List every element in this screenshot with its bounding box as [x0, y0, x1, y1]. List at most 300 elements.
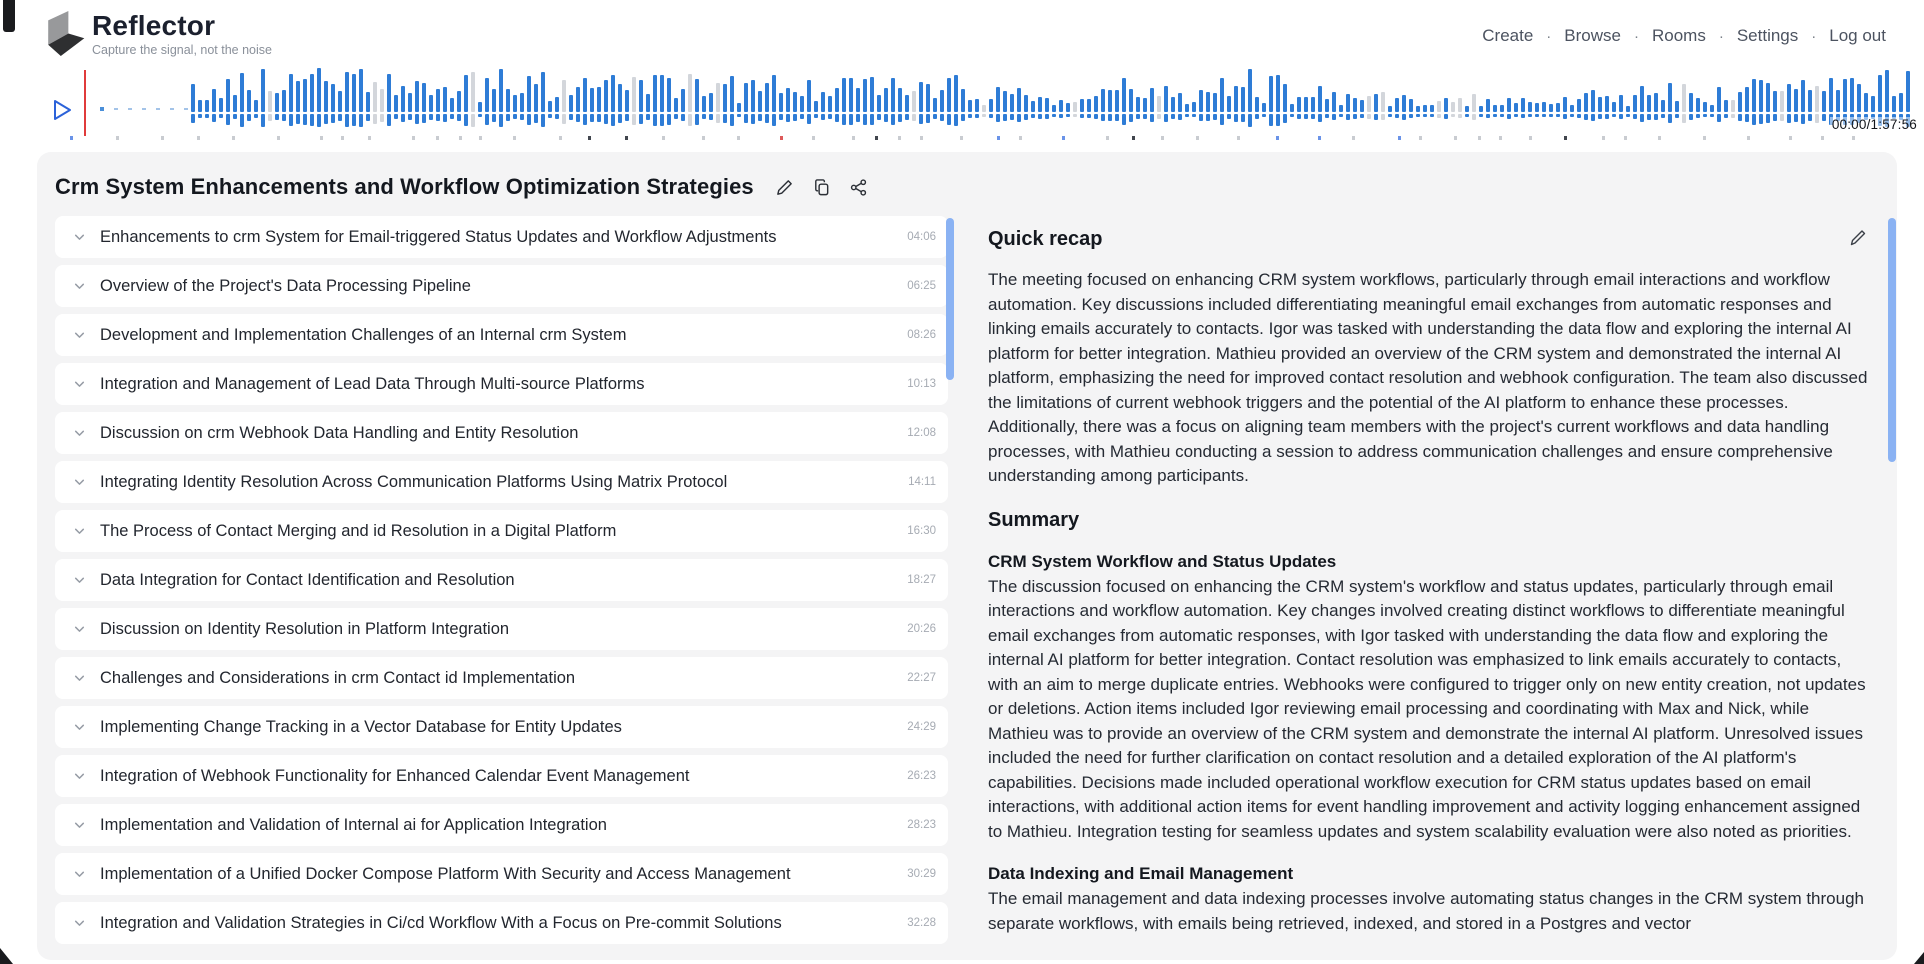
wave-bar [1486, 66, 1490, 136]
wave-bar [1059, 66, 1063, 136]
wave-bar [1164, 66, 1168, 136]
app-logo[interactable] [44, 10, 86, 57]
wave-bar [674, 66, 678, 136]
marker-tick [588, 136, 591, 140]
nav-separator: · [1546, 27, 1552, 45]
wave-bar [1143, 66, 1147, 136]
wave-bar [1171, 66, 1175, 136]
wave-bar [268, 66, 272, 136]
wave-bar [1479, 66, 1483, 136]
wave-bar [471, 66, 475, 136]
marker-tick [368, 136, 371, 140]
topic-timestamp: 06:25 [907, 280, 936, 292]
marker-tick [70, 136, 73, 140]
wave-bar [856, 66, 860, 136]
wave-bar [359, 66, 363, 136]
wave-bar [282, 66, 286, 136]
chevron-down-icon[interactable] [73, 574, 86, 587]
wave-bar [247, 66, 251, 136]
wave-bar [1444, 66, 1448, 136]
chevron-down-icon[interactable] [73, 525, 86, 538]
wave-bar [1633, 66, 1637, 136]
topic-row[interactable] [55, 363, 948, 405]
playhead-cursor[interactable] [84, 70, 86, 136]
wave-bar [1675, 66, 1679, 136]
summary-section-heading: Data Indexing and Email Management [988, 864, 1294, 883]
wave-bar [422, 66, 426, 136]
wave-bar [1017, 66, 1021, 136]
wave-bar [1605, 66, 1609, 136]
share-title-button[interactable] [848, 176, 870, 198]
marker-tick [1161, 136, 1164, 140]
topic-title: Data Integration for Contact Identification and Resolution [100, 570, 515, 589]
wave-bar [527, 66, 531, 136]
topic-title: Integration and Management of Lead Data Through Multi-source Platforms [100, 374, 645, 393]
wave-bar [1122, 66, 1126, 136]
wave-bar [800, 66, 804, 136]
top-nav [1482, 26, 1886, 46]
wave-bar [569, 66, 573, 136]
wave-bar [1339, 66, 1343, 136]
wave-bar [849, 66, 853, 136]
topics-list [55, 216, 948, 951]
topic-timestamp: 30:29 [907, 868, 936, 880]
wave-bar [1423, 66, 1427, 136]
wave-bar [1101, 66, 1105, 136]
wave-bar [1591, 66, 1595, 136]
wave-bar [639, 66, 643, 136]
wave-bar [373, 66, 377, 136]
wave-bar [366, 66, 370, 136]
nav-create[interactable]: Create [1482, 26, 1534, 45]
wave-bar [1626, 66, 1630, 136]
topic-timestamp: 32:28 [907, 917, 936, 929]
wave-bar [1682, 66, 1686, 136]
wave-bar [1458, 66, 1462, 136]
chevron-down-icon[interactable] [73, 721, 86, 734]
waveform[interactable] [100, 66, 1914, 136]
topic-row[interactable] [55, 755, 948, 797]
wave-bar [779, 66, 783, 136]
topic-timestamp: 24:29 [907, 721, 936, 733]
topic-row[interactable] [55, 657, 948, 699]
marker-tick [702, 136, 705, 140]
wave-bar [1262, 66, 1266, 136]
topic-title: Integration of Webhook Functionality for Enhanced Calendar Event Management [100, 766, 690, 785]
nav-browse[interactable]: Browse [1564, 26, 1621, 45]
wave-bar [702, 66, 706, 136]
wave-bar [296, 66, 300, 136]
wave-bar [520, 66, 524, 136]
wave-bar [1136, 66, 1140, 136]
wave-bar [660, 66, 664, 136]
wave-bar [394, 66, 398, 136]
nav-settings[interactable]: Settings [1736, 26, 1799, 45]
wave-bar [387, 66, 391, 136]
marker-tick [1196, 136, 1199, 140]
wave-bar [1612, 66, 1616, 136]
wave-bar [576, 66, 580, 136]
wave-bar [597, 66, 601, 136]
topic-row[interactable] [55, 559, 948, 601]
wave-bar [1528, 66, 1532, 136]
nav-separator: · [1718, 27, 1724, 45]
wave-bar [1206, 66, 1210, 136]
wave-bar [1353, 66, 1357, 136]
marker-tick [662, 136, 665, 140]
wave-bar [142, 66, 146, 136]
topic-title: Enhancements to crm System for Email-triggered Status Updates and Workflow Adjustments [100, 227, 777, 246]
topic-row[interactable] [55, 412, 948, 454]
wave-bar [1437, 66, 1441, 136]
wave-bar [870, 66, 874, 136]
pencil-icon [775, 178, 794, 197]
marker-tick [436, 136, 439, 140]
wave-bar [793, 66, 797, 136]
topic-row[interactable] [55, 608, 948, 650]
marker-tick [341, 136, 344, 140]
wave-bar [478, 66, 482, 136]
chevron-down-icon[interactable] [73, 623, 86, 636]
chevron-down-icon[interactable] [73, 476, 86, 489]
nav-separator: · [1811, 27, 1817, 45]
wave-bar [1710, 66, 1714, 136]
marker-tick [1602, 136, 1605, 140]
wave-bar [1472, 66, 1476, 136]
wave-bar [1815, 66, 1819, 136]
marker-tick [898, 136, 901, 140]
wave-bar [681, 66, 685, 136]
wave-bar [1465, 66, 1469, 136]
marker-tick [161, 136, 164, 140]
brand-tagline: Capture the signal, not the noise [92, 43, 272, 57]
summary-sections [988, 552, 1872, 937]
wave-bar [156, 66, 160, 136]
wave-bar [1374, 66, 1378, 136]
marker-tick [1237, 136, 1240, 140]
wave-bar [1220, 66, 1224, 136]
wave-bar [1409, 66, 1413, 136]
wave-bar [982, 66, 986, 136]
wave-bar [352, 66, 356, 136]
topic-timestamp: 10:13 [907, 378, 936, 390]
wave-bar [814, 66, 818, 136]
wave-bar [1661, 66, 1665, 136]
wave-bar [492, 66, 496, 136]
wave-bar [772, 66, 776, 136]
wave-bar [135, 66, 139, 136]
wave-bar [667, 66, 671, 136]
wave-bar [1150, 66, 1154, 136]
topics-scrollbar[interactable] [946, 218, 954, 380]
marker-tick [1658, 136, 1661, 140]
wave-bar [205, 66, 209, 136]
wave-bar [1787, 66, 1791, 136]
wave-bar [765, 66, 769, 136]
topic-title: Implementation and Validation of Internal ai for Application Integration [100, 815, 607, 834]
marker-tick [780, 136, 783, 140]
wave-bar [954, 66, 958, 136]
page-title: Crm System Enhancements and Workflow Optimization Strategies [55, 174, 754, 199]
wave-bar [1598, 66, 1602, 136]
wave-bar [1759, 66, 1763, 136]
topic-title: Discussion on Identity Resolution in Platform Integration [100, 619, 510, 638]
wave-bar [653, 66, 657, 136]
summary-section [988, 864, 1872, 936]
marker-tick [1852, 136, 1855, 140]
wave-bar [646, 66, 650, 136]
wave-bar [163, 66, 167, 136]
topic-timestamp: 20:26 [907, 623, 936, 635]
chevron-down-icon[interactable] [73, 329, 86, 342]
wave-bar [975, 66, 979, 136]
topic-row[interactable] [55, 461, 948, 503]
topic-timestamp: 18:27 [907, 574, 936, 586]
nav-rooms[interactable]: Rooms [1651, 26, 1706, 45]
wave-bar [317, 66, 321, 136]
topic-timestamp: 04:06 [907, 231, 936, 243]
wave-bar [590, 66, 594, 136]
topic-timestamp: 22:27 [907, 672, 936, 684]
wave-bar [177, 66, 181, 136]
wave-bar [1619, 66, 1623, 136]
edit-title-button[interactable] [774, 176, 796, 198]
wave-bar [1738, 66, 1742, 136]
topic-timestamp: 28:23 [907, 819, 936, 831]
marker-tick [1352, 136, 1355, 140]
wave-bar [1570, 66, 1574, 136]
wave-bar [688, 66, 692, 136]
marker-tick [737, 136, 740, 140]
summary-section-heading: CRM System Workflow and Status Updates [988, 551, 1337, 571]
topic-row[interactable] [55, 510, 948, 552]
wave-bar [1276, 66, 1280, 136]
chevron-down-icon[interactable] [73, 280, 86, 293]
wave-bar [485, 66, 489, 136]
topic-row[interactable] [55, 804, 948, 846]
chevron-down-icon[interactable] [73, 917, 86, 930]
wave-bar [415, 66, 419, 136]
wave-bar [240, 66, 244, 136]
wave-bar [1521, 66, 1525, 136]
summary-section [988, 552, 1872, 845]
nav-separator: · [1633, 27, 1639, 45]
topic-timestamp: 26:23 [907, 770, 936, 782]
marker-tick [479, 136, 482, 140]
marker-tick [1419, 136, 1422, 140]
wave-bar [408, 66, 412, 136]
wave-bar [1010, 66, 1014, 136]
topic-timestamp: 14:11 [908, 476, 936, 488]
brand-name: Reflector [92, 10, 216, 41]
wave-bar [429, 66, 433, 136]
wave-bar [926, 66, 930, 136]
wave-bar [1731, 66, 1735, 136]
wave-bar [1395, 66, 1399, 136]
marker-tick [960, 136, 963, 140]
wave-bar [1367, 66, 1371, 136]
wave-bar [884, 66, 888, 136]
title-actions [774, 176, 885, 198]
chevron-down-icon[interactable] [73, 868, 86, 881]
wave-bar [1094, 66, 1098, 136]
summary-panel [988, 228, 1872, 956]
wave-bar [436, 66, 440, 136]
wave-bar [877, 66, 881, 136]
edit-summary-button[interactable] [1848, 228, 1868, 248]
wave-bar [562, 66, 566, 136]
wave-bar [1493, 66, 1497, 136]
wave-bar [744, 66, 748, 136]
topic-timestamp: 08:26 [907, 329, 936, 341]
marker-tick [1703, 136, 1706, 140]
marker-tick [1789, 136, 1792, 140]
wave-bar [1500, 66, 1504, 136]
wave-bar [1283, 66, 1287, 136]
screen-artifact [3, 0, 15, 32]
copy-title-button[interactable] [811, 176, 833, 198]
wave-bar [1577, 66, 1581, 136]
wave-bar [1269, 66, 1273, 136]
topic-timestamp: 16:30 [907, 525, 936, 537]
wave-bar [1703, 66, 1707, 136]
wave-bar [947, 66, 951, 136]
wave-bar [1115, 66, 1119, 136]
wave-bar [835, 66, 839, 136]
wave-bar [583, 66, 587, 136]
wave-bar [1052, 66, 1056, 136]
wave-bar [114, 66, 118, 136]
marker-tick [1276, 136, 1279, 140]
topic-row[interactable] [55, 265, 948, 307]
marker-tick [320, 136, 323, 140]
title-row [55, 174, 885, 200]
wave-bar [303, 66, 307, 136]
chevron-down-icon[interactable] [73, 819, 86, 832]
play-button[interactable] [50, 97, 74, 123]
wave-bar [121, 66, 125, 136]
wave-bar [1535, 66, 1539, 136]
wave-bar [618, 66, 622, 136]
wave-bar [1199, 66, 1203, 136]
wave-bar [1297, 66, 1301, 136]
wave-bar [919, 66, 923, 136]
wave-bar [1241, 66, 1245, 136]
wave-bar [1003, 66, 1007, 136]
wave-bar [219, 66, 223, 136]
wave-bar [1822, 66, 1826, 136]
wave-bar [1108, 66, 1112, 136]
marker-tick [1821, 136, 1824, 140]
topic-row[interactable] [55, 314, 948, 356]
wave-bar [1717, 66, 1721, 136]
wave-bar [821, 66, 825, 136]
topic-row[interactable] [55, 216, 948, 258]
marker-tick [412, 136, 415, 140]
wave-bar [1185, 66, 1189, 136]
chevron-down-icon[interactable] [73, 378, 86, 391]
pencil-icon [1848, 228, 1868, 248]
wave-bar [758, 66, 762, 136]
wave-bar [1696, 66, 1700, 136]
wave-bar [1045, 66, 1049, 136]
marker-tick [1747, 136, 1750, 140]
wave-bar [1157, 66, 1161, 136]
wave-bar [842, 66, 846, 136]
wave-bar [1381, 66, 1385, 136]
wave-bar [1304, 66, 1308, 136]
wave-bar [863, 66, 867, 136]
marker-tick [1062, 136, 1065, 140]
wave-bar [555, 66, 559, 136]
marker-tick [232, 136, 235, 140]
wave-bar [450, 66, 454, 136]
wave-bar [1325, 66, 1329, 136]
marker-tick [997, 136, 1000, 140]
wave-bar [1255, 66, 1259, 136]
wave-bar [891, 66, 895, 136]
marker-tick [812, 136, 815, 140]
wave-bar [338, 66, 342, 136]
wave-bar [513, 66, 517, 136]
wave-bar [170, 66, 174, 136]
wave-bar [1087, 66, 1091, 136]
wave-bar [1346, 66, 1350, 136]
wave-bar [1801, 66, 1805, 136]
wave-bar [1402, 66, 1406, 136]
chevron-down-icon[interactable] [73, 231, 86, 244]
chevron-down-icon[interactable] [73, 427, 86, 440]
wave-bar [611, 66, 615, 136]
wave-bar [1640, 66, 1644, 136]
wave-bar [1668, 66, 1672, 136]
wave-bar [107, 66, 111, 136]
wave-bar [1073, 66, 1077, 136]
summary-scrollbar[interactable] [1888, 218, 1896, 462]
wave-bar [1388, 66, 1392, 136]
wave-bar [1178, 66, 1182, 136]
wave-bar [905, 66, 909, 136]
wave-bar [345, 66, 349, 136]
wave-bar [807, 66, 811, 136]
wave-bar [541, 66, 545, 136]
chevron-down-icon[interactable] [73, 770, 86, 783]
marker-tick [1106, 136, 1109, 140]
wave-bar [828, 66, 832, 136]
marker-tick [852, 136, 855, 140]
topic-timestamp: 12:08 [907, 427, 936, 439]
marker-tick [277, 136, 280, 140]
wave-bar [254, 66, 258, 136]
topic-row[interactable] [55, 902, 948, 944]
topic-title: Challenges and Considerations in crm Contact id Implementation [100, 668, 576, 687]
marker-tick [459, 136, 462, 140]
wave-bar [1647, 66, 1651, 136]
quick-recap-heading: Quick recap [988, 228, 1103, 250]
marker-ticks [60, 136, 1900, 141]
wave-bar [1808, 66, 1812, 136]
chevron-down-icon[interactable] [73, 672, 86, 685]
wave-bar [716, 66, 720, 136]
topic-title: Development and Implementation Challenges of an Internal crm System [100, 325, 627, 344]
nav-logout[interactable]: Log out [1829, 26, 1886, 45]
wave-bar [331, 66, 335, 136]
topic-row[interactable] [55, 706, 948, 748]
marker-tick [559, 136, 562, 140]
wave-bar [1563, 66, 1567, 136]
wave-bar [1360, 66, 1364, 136]
topic-row[interactable] [55, 853, 948, 895]
